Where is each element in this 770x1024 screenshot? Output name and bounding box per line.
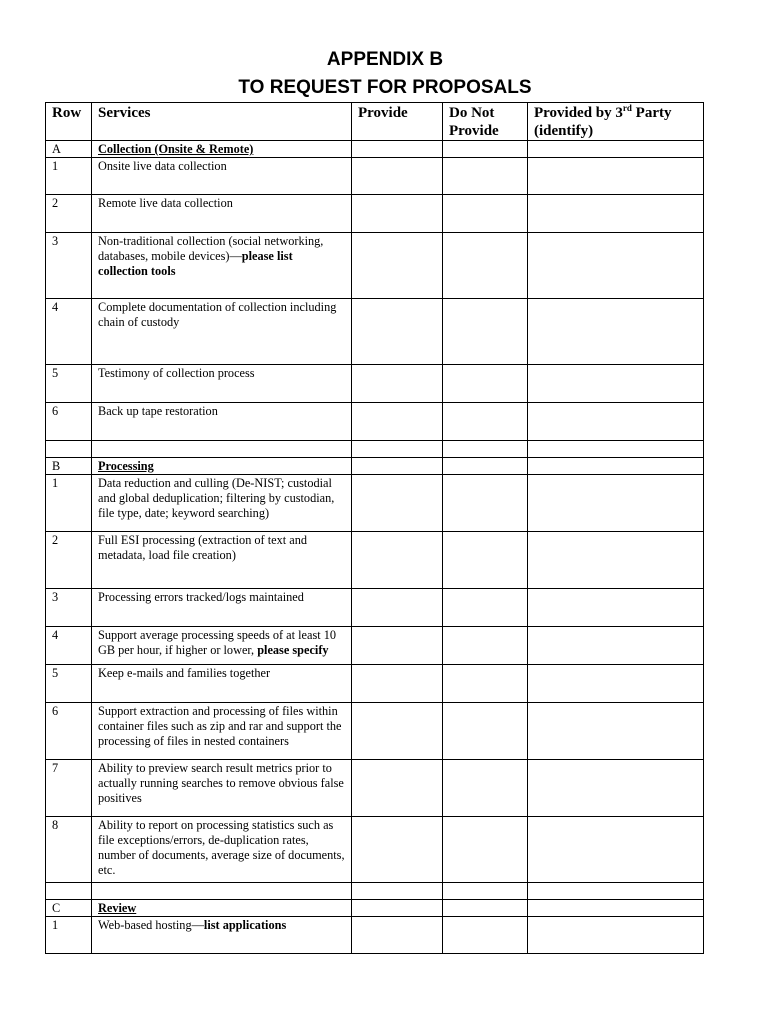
provide-cell[interactable] [352,365,443,403]
table-row [46,158,704,195]
service-text: Onsite live data collection [92,158,352,195]
third-party-cell[interactable] [528,589,704,627]
provide-cell[interactable] [352,158,443,195]
section-letter: B [46,458,92,475]
spacer-cell [528,441,704,458]
do-not-provide-cell[interactable] [443,900,528,917]
provide-cell[interactable] [352,141,443,158]
provide-cell[interactable] [352,627,443,665]
provide-cell[interactable] [352,703,443,760]
third-party-cell[interactable] [528,665,704,703]
provide-cell[interactable] [352,233,443,299]
do-not-provide-cell[interactable] [443,589,528,627]
third-party-cell[interactable] [528,458,704,475]
row-number: 1 [46,475,92,532]
header-third-line2: (identify) [534,123,594,139]
table-row [46,299,704,365]
row-number: 6 [46,403,92,441]
row-number: 5 [46,665,92,703]
row-number: 2 [46,195,92,233]
header-third-sup: rd [622,103,632,113]
page-subtitle: TO REQUEST FOR PROPOSALS [238,77,532,98]
section-heading: Review [92,900,352,917]
row-number: 7 [46,760,92,817]
third-party-cell[interactable] [528,532,704,589]
third-party-cell[interactable] [528,627,704,665]
do-not-provide-cell[interactable] [443,158,528,195]
service-text: Complete documentation of collection including chain of custody [92,299,352,365]
service-text: Ability to report on processing statistics such as file exceptions/errors, de-duplication rates, number of documents, average size of documents, etc. [92,817,352,883]
table-row [46,627,704,665]
do-not-provide-cell[interactable] [443,458,528,475]
table-row [46,195,704,233]
spacer-cell [352,441,443,458]
third-party-cell[interactable] [528,760,704,817]
third-party-cell[interactable] [528,403,704,441]
do-not-provide-cell[interactable] [443,403,528,441]
do-not-provide-cell[interactable] [443,195,528,233]
header-services: Services [92,103,352,141]
header-row: Row [46,103,92,141]
do-not-provide-cell[interactable] [443,532,528,589]
service-text: Remote live data collection [92,195,352,233]
row-number: 1 [46,917,92,954]
row-number: 2 [46,532,92,589]
table-row [46,365,704,403]
provide-cell[interactable] [352,760,443,817]
provide-cell[interactable] [352,299,443,365]
service-text-plain: Non-traditional collection (social networking, databases, mobile devices)— [98,234,324,263]
table-row [46,233,704,299]
third-party-cell[interactable] [528,900,704,917]
row-number: 3 [46,589,92,627]
third-party-cell[interactable] [528,703,704,760]
do-not-provide-cell[interactable] [443,627,528,665]
service-text: Data reduction and culling (De-NIST; custodial and global deduplication; filtering by custodian, file type, date; keyword searching) [92,475,352,532]
section-heading: Collection (Onsite & Remote) [92,141,352,158]
table-row [46,475,704,532]
do-not-provide-cell[interactable] [443,365,528,403]
service-text-plain: Web-based hosting— [98,918,204,932]
section-letter: A [46,141,92,158]
do-not-provide-cell[interactable] [443,817,528,883]
table-row [46,917,704,954]
provide-cell[interactable] [352,817,443,883]
do-not-provide-cell[interactable] [443,233,528,299]
table-row [46,703,704,760]
third-party-cell[interactable] [528,917,704,954]
service-text: Support extraction and processing of files within container files such as zip and rar and support the processing of files in nested containers [92,703,352,760]
spacer-row [46,441,704,458]
section-letter: C [46,900,92,917]
page-title: APPENDIX B [326,49,444,70]
row-number: 3 [46,233,92,299]
table-row [46,403,704,441]
third-party-cell[interactable] [528,195,704,233]
service-text-plain: Support average processing speeds of at least 10 GB per hour, if higher or lower, [98,628,337,657]
service-text: Back up tape restoration [92,403,352,441]
provide-cell[interactable] [352,917,443,954]
service-text [92,233,352,299]
provide-cell[interactable] [352,532,443,589]
table-row [46,817,704,883]
provide-cell[interactable] [352,195,443,233]
table-row [46,589,704,627]
header-third-post: Party [631,105,672,121]
service-text [92,917,352,954]
service-text: Full ESI processing (extraction of text and metadata, load file creation) [92,532,352,589]
provide-cell[interactable] [352,403,443,441]
do-not-provide-cell[interactable] [443,665,528,703]
do-not-provide-cell[interactable] [443,703,528,760]
row-number: 8 [46,817,92,883]
spacer-cell [443,883,528,900]
spacer-cell [352,883,443,900]
section-heading: Processing [92,458,352,475]
section-c-heading-row [46,900,704,917]
spacer-cell [92,883,352,900]
service-text-bold: please specify [257,643,329,657]
spacer-cell [46,883,92,900]
spacer-cell [528,883,704,900]
header-third-party [528,103,704,141]
spacer-cell [443,441,528,458]
header-dnp-line2: Provide [449,123,499,139]
provide-cell[interactable] [352,475,443,532]
spacer-cell [46,441,92,458]
third-party-cell[interactable] [528,817,704,883]
row-number: 1 [46,158,92,195]
table-row [46,532,704,589]
row-number: 4 [46,299,92,365]
provide-cell[interactable] [352,900,443,917]
table-row [46,760,704,817]
provide-cell[interactable] [352,458,443,475]
service-text: Testimony of collection process [92,365,352,403]
service-text: Keep e-mails and families together [92,665,352,703]
do-not-provide-cell[interactable] [443,917,528,954]
row-number: 5 [46,365,92,403]
service-text: Processing errors tracked/logs maintained [92,589,352,627]
third-party-cell[interactable] [528,299,704,365]
header-third-pre: Provided by 3 [534,105,623,121]
third-party-cell[interactable] [528,233,704,299]
do-not-provide-cell[interactable] [443,760,528,817]
services-table [45,102,704,954]
table-row [46,665,704,703]
service-text-bold: please list collection tools [98,249,293,278]
row-number: 6 [46,703,92,760]
section-b-heading-row [46,458,704,475]
third-party-cell[interactable] [528,365,704,403]
do-not-provide-cell[interactable] [443,141,528,158]
spacer-row [46,883,704,900]
service-text-bold: list applications [203,918,287,932]
third-party-cell[interactable] [528,475,704,532]
header-provide: Provide [352,103,443,141]
header-dnp-line1: Do Not [449,105,495,121]
provide-cell[interactable] [352,665,443,703]
provide-cell[interactable] [352,589,443,627]
header-do-not-provide [443,103,528,141]
third-party-cell[interactable] [528,141,704,158]
service-text [92,627,352,665]
third-party-cell[interactable] [528,158,704,195]
service-text: Ability to preview search result metrics prior to actually running searches to remove obvious false positives [92,760,352,817]
section-a-heading-row [46,141,704,158]
table-header-row [46,103,704,141]
do-not-provide-cell[interactable] [443,475,528,532]
do-not-provide-cell[interactable] [443,299,528,365]
spacer-cell [92,441,352,458]
row-number: 4 [46,627,92,665]
